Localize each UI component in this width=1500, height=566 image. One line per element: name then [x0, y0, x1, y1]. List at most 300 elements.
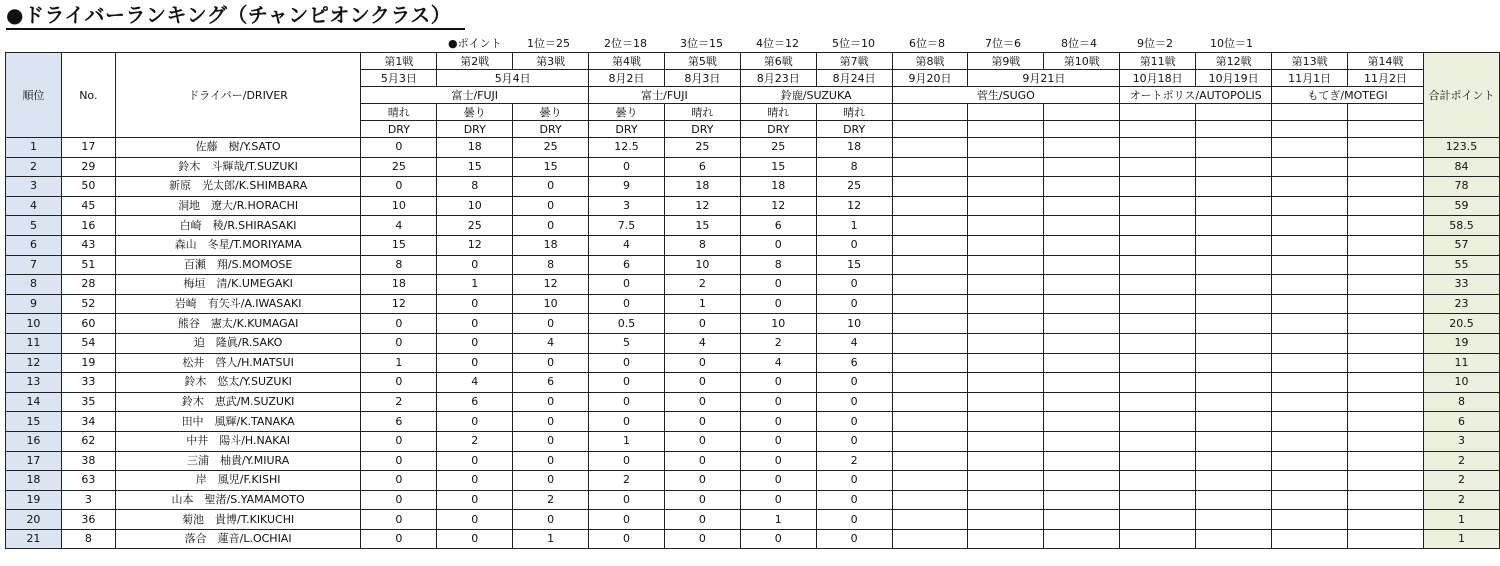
date-header: 5月3日 [361, 70, 437, 87]
date-header: 8月3日 [664, 70, 740, 87]
round-points-cell [1196, 529, 1272, 549]
round-points-cell: 0 [740, 490, 816, 510]
table-row [6, 412, 1500, 432]
points-label: ●ポイント [448, 37, 502, 50]
round-points-cell: 0 [361, 471, 437, 491]
round-points-cell [1348, 510, 1424, 530]
date-header: 11月1日 [1272, 70, 1348, 87]
round-points-cell: 0 [589, 353, 665, 373]
driver-name-cell: 梅垣 清/K.UMEGAKI [115, 275, 361, 295]
round-points-cell: 18 [816, 138, 892, 158]
rank-cell: 5 [6, 216, 62, 236]
round-points-cell: 6 [513, 373, 589, 393]
round-points-cell [1196, 510, 1272, 530]
round-points-cell [968, 235, 1044, 255]
round-points-cell [1044, 412, 1120, 432]
driver-name-cell: 山本 聖渚/S.YAMAMOTO [115, 490, 361, 510]
round-points-cell: 10 [513, 294, 589, 314]
round-points-cell [1044, 196, 1120, 216]
driver-name-cell: 田中 風輝/K.TANAKA [115, 412, 361, 432]
round-points-cell [968, 451, 1044, 471]
round-points-cell: 0 [816, 412, 892, 432]
weather-cell [1348, 104, 1424, 121]
round-points-cell: 0 [664, 451, 740, 471]
round-points-cell [892, 275, 968, 295]
round-points-cell: 0 [513, 177, 589, 197]
round-points-cell [1272, 157, 1348, 177]
round-points-cell: 0 [437, 510, 513, 530]
round-points-cell [892, 490, 968, 510]
round-points-cell: 0 [361, 451, 437, 471]
total-points-cell: 55 [1423, 255, 1499, 275]
round-points-cell [1120, 314, 1196, 334]
round-points-cell [1044, 216, 1120, 236]
round-points-cell: 0 [437, 451, 513, 471]
total-points-cell: 6 [1423, 412, 1499, 432]
round-points-cell [1044, 235, 1120, 255]
total-points-cell: 8 [1423, 392, 1499, 412]
car-number-cell: 3 [61, 490, 115, 510]
round-points-cell: 4 [589, 235, 665, 255]
driver-name-cell: 迫 隆眞/R.SAKO [115, 333, 361, 353]
round-points-cell: 15 [437, 157, 513, 177]
round-points-cell: 10 [816, 314, 892, 334]
round-points-cell: 0 [589, 412, 665, 432]
round-points-cell: 0 [740, 431, 816, 451]
round-points-cell [1120, 216, 1196, 236]
round-points-cell: 6 [664, 157, 740, 177]
round-points-cell [968, 373, 1044, 393]
car-number-cell: 16 [61, 216, 115, 236]
total-points-cell: 11 [1423, 353, 1499, 373]
round-points-cell: 12 [513, 275, 589, 295]
round-points-cell [1044, 451, 1120, 471]
rank-cell: 20 [6, 510, 62, 530]
round-points-cell: 15 [361, 235, 437, 255]
round-points-cell: 0 [816, 510, 892, 530]
rank-cell: 17 [6, 451, 62, 471]
round-points-cell: 25 [816, 177, 892, 197]
round-points-cell [1120, 451, 1196, 471]
round-points-cell [968, 333, 1044, 353]
weather-cell [1196, 104, 1272, 121]
round-header: 第2戦 [437, 53, 513, 70]
round-points-cell [1196, 451, 1272, 471]
round-points-cell [1120, 431, 1196, 451]
round-points-cell: 0 [664, 353, 740, 373]
round-points-cell: 0 [361, 529, 437, 549]
driver-name-cell: 新原 光太郎/K.SHIMBARA [115, 177, 361, 197]
round-points-cell [968, 529, 1044, 549]
driver-name-cell: 百瀬 翔/S.MOMOSE [115, 255, 361, 275]
round-points-cell [1120, 392, 1196, 412]
round-points-cell: 0 [513, 451, 589, 471]
round-points-cell: 0 [589, 451, 665, 471]
round-points-cell [1044, 333, 1120, 353]
round-points-cell [892, 177, 968, 197]
round-points-cell [1272, 431, 1348, 451]
round-points-cell [1272, 294, 1348, 314]
round-points-cell [1272, 196, 1348, 216]
rank-cell: 12 [6, 353, 62, 373]
track-condition-cell [1348, 121, 1424, 138]
points-scale-item: 7位＝6 [985, 37, 1021, 50]
total-points-cell: 2 [1423, 451, 1499, 471]
round-points-cell: 6 [740, 216, 816, 236]
round-points-cell [1272, 353, 1348, 373]
driver-name-cell: 松井 啓人/H.MATSUI [115, 353, 361, 373]
round-header: 第14戦 [1348, 53, 1424, 70]
round-points-cell: 0 [437, 333, 513, 353]
round-points-cell: 1 [361, 353, 437, 373]
points-scale-item: 3位＝15 [680, 37, 723, 50]
round-points-cell [1272, 255, 1348, 275]
round-header: 第12戦 [1196, 53, 1272, 70]
round-points-cell [1348, 490, 1424, 510]
round-points-cell [1044, 275, 1120, 295]
round-points-cell: 0 [361, 431, 437, 451]
round-points-cell [968, 392, 1044, 412]
circuit-header: もてぎ/MOTEGI [1272, 87, 1424, 104]
round-points-cell: 0 [740, 471, 816, 491]
table-row [6, 490, 1500, 510]
table-row [6, 333, 1500, 353]
car-number-header: No. [61, 53, 115, 138]
rank-cell: 11 [6, 333, 62, 353]
round-points-cell: 0 [437, 412, 513, 432]
rank-cell: 19 [6, 490, 62, 510]
round-points-cell: 0 [589, 157, 665, 177]
round-points-cell [968, 510, 1044, 530]
round-points-cell: 3 [589, 196, 665, 216]
round-points-cell [1120, 294, 1196, 314]
round-points-cell: 18 [437, 138, 513, 158]
round-points-cell [1272, 314, 1348, 334]
track-condition-cell [968, 121, 1044, 138]
round-points-cell: 1 [437, 275, 513, 295]
round-points-cell: 18 [664, 177, 740, 197]
round-points-cell: 0 [513, 431, 589, 451]
total-points-cell: 20.5 [1423, 314, 1499, 334]
car-number-cell: 36 [61, 510, 115, 530]
round-points-cell [1196, 138, 1272, 158]
round-points-cell: 0 [740, 392, 816, 412]
weather-cell [1272, 104, 1348, 121]
round-points-cell: 25 [361, 157, 437, 177]
round-points-cell [892, 314, 968, 334]
round-points-cell [1120, 177, 1196, 197]
car-number-cell: 43 [61, 235, 115, 255]
round-points-cell: 8 [740, 255, 816, 275]
round-points-cell: 0 [589, 392, 665, 412]
date-header: 9月21日 [968, 70, 1120, 87]
round-points-cell [1272, 333, 1348, 353]
round-points-cell [1272, 392, 1348, 412]
total-points-cell: 58.5 [1423, 216, 1499, 236]
round-points-cell [1348, 373, 1424, 393]
round-header: 第10戦 [1044, 53, 1120, 70]
round-points-cell [968, 138, 1044, 158]
track-condition-cell: DRY [437, 121, 513, 138]
track-condition-cell [1196, 121, 1272, 138]
car-number-cell: 8 [61, 529, 115, 549]
points-scale-item: 5位＝10 [832, 37, 875, 50]
round-points-cell [1196, 196, 1272, 216]
table-row [6, 431, 1500, 451]
round-points-cell: 12.5 [589, 138, 665, 158]
round-points-cell: 0 [437, 294, 513, 314]
rank-cell: 18 [6, 471, 62, 491]
rank-cell: 8 [6, 275, 62, 295]
round-points-cell [968, 196, 1044, 216]
round-points-cell: 6 [361, 412, 437, 432]
round-points-cell [1196, 235, 1272, 255]
round-points-cell: 0 [740, 412, 816, 432]
round-header: 第1戦 [361, 53, 437, 70]
weather-cell: 曇り [437, 104, 513, 121]
round-points-cell: 8 [664, 235, 740, 255]
round-points-cell [1044, 353, 1120, 373]
round-points-cell: 0 [664, 373, 740, 393]
round-points-cell [1272, 529, 1348, 549]
car-number-cell: 35 [61, 392, 115, 412]
round-points-cell [1272, 138, 1348, 158]
round-points-cell [968, 412, 1044, 432]
round-points-cell: 12 [664, 196, 740, 216]
round-points-cell: 0 [664, 314, 740, 334]
total-points-cell: 78 [1423, 177, 1499, 197]
table-row [6, 471, 1500, 491]
driver-name-cell: 岩崎 有矢斗/A.IWASAKI [115, 294, 361, 314]
round-points-cell [1348, 431, 1424, 451]
circuit-header: 菅生/SUGO [892, 87, 1120, 104]
total-points-cell: 19 [1423, 333, 1499, 353]
car-number-cell: 63 [61, 471, 115, 491]
round-points-cell: 1 [816, 216, 892, 236]
total-points-cell: 33 [1423, 275, 1499, 295]
round-points-cell [1044, 490, 1120, 510]
round-points-cell: 0 [361, 138, 437, 158]
round-points-cell [1044, 510, 1120, 530]
rank-cell: 3 [6, 177, 62, 197]
round-points-cell [1120, 196, 1196, 216]
round-points-cell: 0.5 [589, 314, 665, 334]
table-row [6, 353, 1500, 373]
table-row [6, 157, 1500, 177]
points-scale-item: 9位＝2 [1137, 37, 1173, 50]
round-points-cell: 0 [513, 471, 589, 491]
round-points-cell: 2 [816, 451, 892, 471]
round-points-cell: 0 [361, 333, 437, 353]
round-points-cell: 8 [437, 177, 513, 197]
points-scale-item: 2位＝18 [604, 37, 647, 50]
car-number-cell: 19 [61, 353, 115, 373]
points-scale-item: 4位＝12 [756, 37, 799, 50]
round-points-cell: 2 [664, 275, 740, 295]
round-points-cell [1196, 431, 1272, 451]
track-condition-cell: DRY [513, 121, 589, 138]
driver-name-cell: 佐藤 樹/Y.SATO [115, 138, 361, 158]
car-number-cell: 38 [61, 451, 115, 471]
driver-name-cell: 三浦 柚貴/Y.MIURA [115, 451, 361, 471]
round-points-cell [1120, 373, 1196, 393]
rank-cell: 7 [6, 255, 62, 275]
total-points-cell: 57 [1423, 235, 1499, 255]
round-points-cell: 15 [513, 157, 589, 177]
weather-cell [968, 104, 1044, 121]
round-points-cell [1196, 294, 1272, 314]
driver-name-cell: 鈴木 悠太/Y.SUZUKI [115, 373, 361, 393]
round-points-cell [892, 157, 968, 177]
car-number-cell: 50 [61, 177, 115, 197]
round-points-cell [892, 255, 968, 275]
car-number-cell: 60 [61, 314, 115, 334]
round-points-cell: 6 [437, 392, 513, 412]
round-points-cell: 0 [437, 353, 513, 373]
round-points-cell [1272, 235, 1348, 255]
round-points-cell: 0 [589, 490, 665, 510]
round-points-cell [1120, 510, 1196, 530]
track-condition-cell: DRY [816, 121, 892, 138]
date-header: 8月24日 [816, 70, 892, 87]
driver-name-cell: 森山 冬星/T.MORIYAMA [115, 235, 361, 255]
table-row [6, 216, 1500, 236]
round-points-cell [968, 294, 1044, 314]
weather-cell: 晴れ [740, 104, 816, 121]
table-row [6, 451, 1500, 471]
round-points-cell [892, 196, 968, 216]
round-points-cell [1196, 275, 1272, 295]
round-points-cell: 0 [816, 490, 892, 510]
round-points-cell: 4 [513, 333, 589, 353]
total-points-cell: 10 [1423, 373, 1499, 393]
round-points-cell [1044, 314, 1120, 334]
round-points-cell [968, 431, 1044, 451]
points-scale-item: 6位＝8 [909, 37, 945, 50]
round-points-cell: 15 [664, 216, 740, 236]
round-header: 第4戦 [589, 53, 665, 70]
round-points-cell: 9 [589, 177, 665, 197]
rank-cell: 6 [6, 235, 62, 255]
round-points-cell [1044, 392, 1120, 412]
track-condition-cell [1272, 121, 1348, 138]
round-points-cell: 0 [589, 373, 665, 393]
round-points-cell [968, 471, 1044, 491]
round-points-cell: 0 [513, 412, 589, 432]
round-points-cell [1196, 490, 1272, 510]
round-points-cell [1348, 235, 1424, 255]
driver-name-cell: 鈴木 斗輝哉/T.SUZUKI [115, 157, 361, 177]
round-points-cell: 0 [664, 471, 740, 491]
round-points-cell [1044, 471, 1120, 491]
round-points-cell [1348, 177, 1424, 197]
date-header: 11月2日 [1348, 70, 1424, 87]
total-points-header: 合計ポイント [1423, 53, 1499, 138]
table-row [6, 314, 1500, 334]
page-title: ●ドライバーランキング（チャンピオンクラス） [6, 2, 465, 30]
track-condition-cell: DRY [664, 121, 740, 138]
round-points-cell [968, 216, 1044, 236]
car-number-cell: 28 [61, 275, 115, 295]
round-points-cell: 12 [740, 196, 816, 216]
round-points-cell [1120, 490, 1196, 510]
round-points-cell [1120, 275, 1196, 295]
round-points-cell [1196, 373, 1272, 393]
rank-header: 順位 [6, 53, 62, 138]
driver-name-cell: 洞地 遼大/R.HORACHI [115, 196, 361, 216]
car-number-cell: 29 [61, 157, 115, 177]
round-points-cell [1348, 138, 1424, 158]
table-row [6, 392, 1500, 412]
round-points-cell [892, 471, 968, 491]
round-points-cell [1272, 177, 1348, 197]
total-points-cell: 59 [1423, 196, 1499, 216]
round-points-cell [1348, 275, 1424, 295]
round-points-cell: 2 [513, 490, 589, 510]
round-points-cell: 2 [589, 471, 665, 491]
round-points-cell [1348, 255, 1424, 275]
track-condition-cell [1044, 121, 1120, 138]
driver-name-cell: 白崎 稜/R.SHIRASAKI [115, 216, 361, 236]
round-points-cell: 0 [437, 529, 513, 549]
round-points-cell: 0 [513, 510, 589, 530]
round-points-cell: 0 [740, 275, 816, 295]
ranking-rows [6, 138, 1500, 549]
round-points-cell [1196, 471, 1272, 491]
round-points-cell: 4 [740, 353, 816, 373]
car-number-cell: 34 [61, 412, 115, 432]
round-points-cell: 4 [361, 216, 437, 236]
round-points-cell: 1 [664, 294, 740, 314]
round-header: 第13戦 [1272, 53, 1348, 70]
rank-cell: 14 [6, 392, 62, 412]
round-points-cell [968, 255, 1044, 275]
weather-cell [892, 104, 968, 121]
weather-cell: 晴れ [361, 104, 437, 121]
round-points-cell [1348, 314, 1424, 334]
table-row [6, 255, 1500, 275]
rank-cell: 1 [6, 138, 62, 158]
round-header: 第8戦 [892, 53, 968, 70]
round-points-cell [968, 275, 1044, 295]
round-points-cell [1272, 510, 1348, 530]
round-points-cell [892, 412, 968, 432]
round-points-cell [1044, 529, 1120, 549]
total-points-cell: 23 [1423, 294, 1499, 314]
round-points-cell [1120, 353, 1196, 373]
total-points-cell: 123.5 [1423, 138, 1499, 158]
total-points-cell: 2 [1423, 490, 1499, 510]
driver-name-cell: 菊池 貴博/T.KIKUCHI [115, 510, 361, 530]
round-points-cell [1348, 392, 1424, 412]
table-row [6, 529, 1500, 549]
round-points-cell: 8 [513, 255, 589, 275]
total-points-cell: 3 [1423, 431, 1499, 451]
driver-name-cell: 熊谷 憲太/K.KUMAGAI [115, 314, 361, 334]
round-points-cell [968, 314, 1044, 334]
round-points-cell: 10 [664, 255, 740, 275]
round-points-cell: 1 [740, 510, 816, 530]
round-points-cell: 0 [361, 510, 437, 530]
round-points-cell: 0 [437, 471, 513, 491]
round-points-cell [1044, 431, 1120, 451]
round-header: 第5戦 [664, 53, 740, 70]
round-points-cell: 10 [437, 196, 513, 216]
driver-name-cell: 岸 風児/F.KISHI [115, 471, 361, 491]
round-points-cell: 0 [589, 294, 665, 314]
table-row [6, 294, 1500, 314]
round-header: 第3戦 [513, 53, 589, 70]
